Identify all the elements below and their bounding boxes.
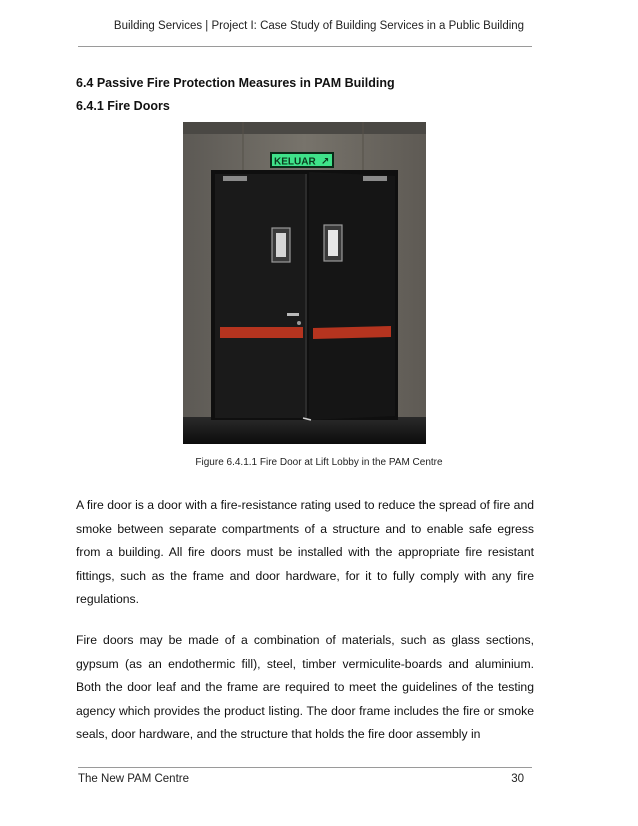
header-divider (78, 46, 532, 47)
figure-caption: Figure 6.4.1.1 Fire Door at Lift Lobby in the PAM Centre (195, 457, 443, 468)
exit-sign-text: KELUAR (274, 156, 316, 168)
fire-door-photo (183, 122, 426, 444)
right-warning-stripe (313, 326, 391, 339)
page-number: 30 (511, 773, 524, 785)
section-title: 6.4 Passive Fire Protection Measures in PAM Building (76, 76, 395, 90)
floor (183, 417, 426, 444)
left-warning-stripe (220, 327, 303, 338)
exit-sign-arrow: ↗ (321, 156, 330, 168)
subsection-title: 6.4.1 Fire Doors (76, 99, 170, 113)
footer-title: The New PAM Centre (78, 773, 189, 785)
right-door-leaf (309, 172, 395, 420)
paragraph: Fire doors may be made of a combination of materials, such as glass sections, gypsum (as an endothermic fill), steel, timber vermiculite-boards and aluminium. Both the door leaf and the frame are required to meet the guidelines of the testing agency which provides the product listing. The door frame includes the fire or smoke seals, door hardware, and the structure that holds the fire door assembly in (76, 633, 534, 741)
paragraph: A fire door is a door with a fire-resistance rating used to reduce the spread of fire and smoke between separate compartments of a structure and to enable safe egress from a building. All fire doors must be installed with the appropriate fire resistant fittings, such as the frame and door hardware, for it to fully comply with any fire regulations. (76, 498, 534, 606)
door-handle (287, 313, 299, 316)
footer-divider (78, 767, 532, 768)
left-door-leaf (215, 174, 305, 418)
page-header: Building Services | Project I: Case Study of Building Services in a Public Building (113, 20, 525, 32)
